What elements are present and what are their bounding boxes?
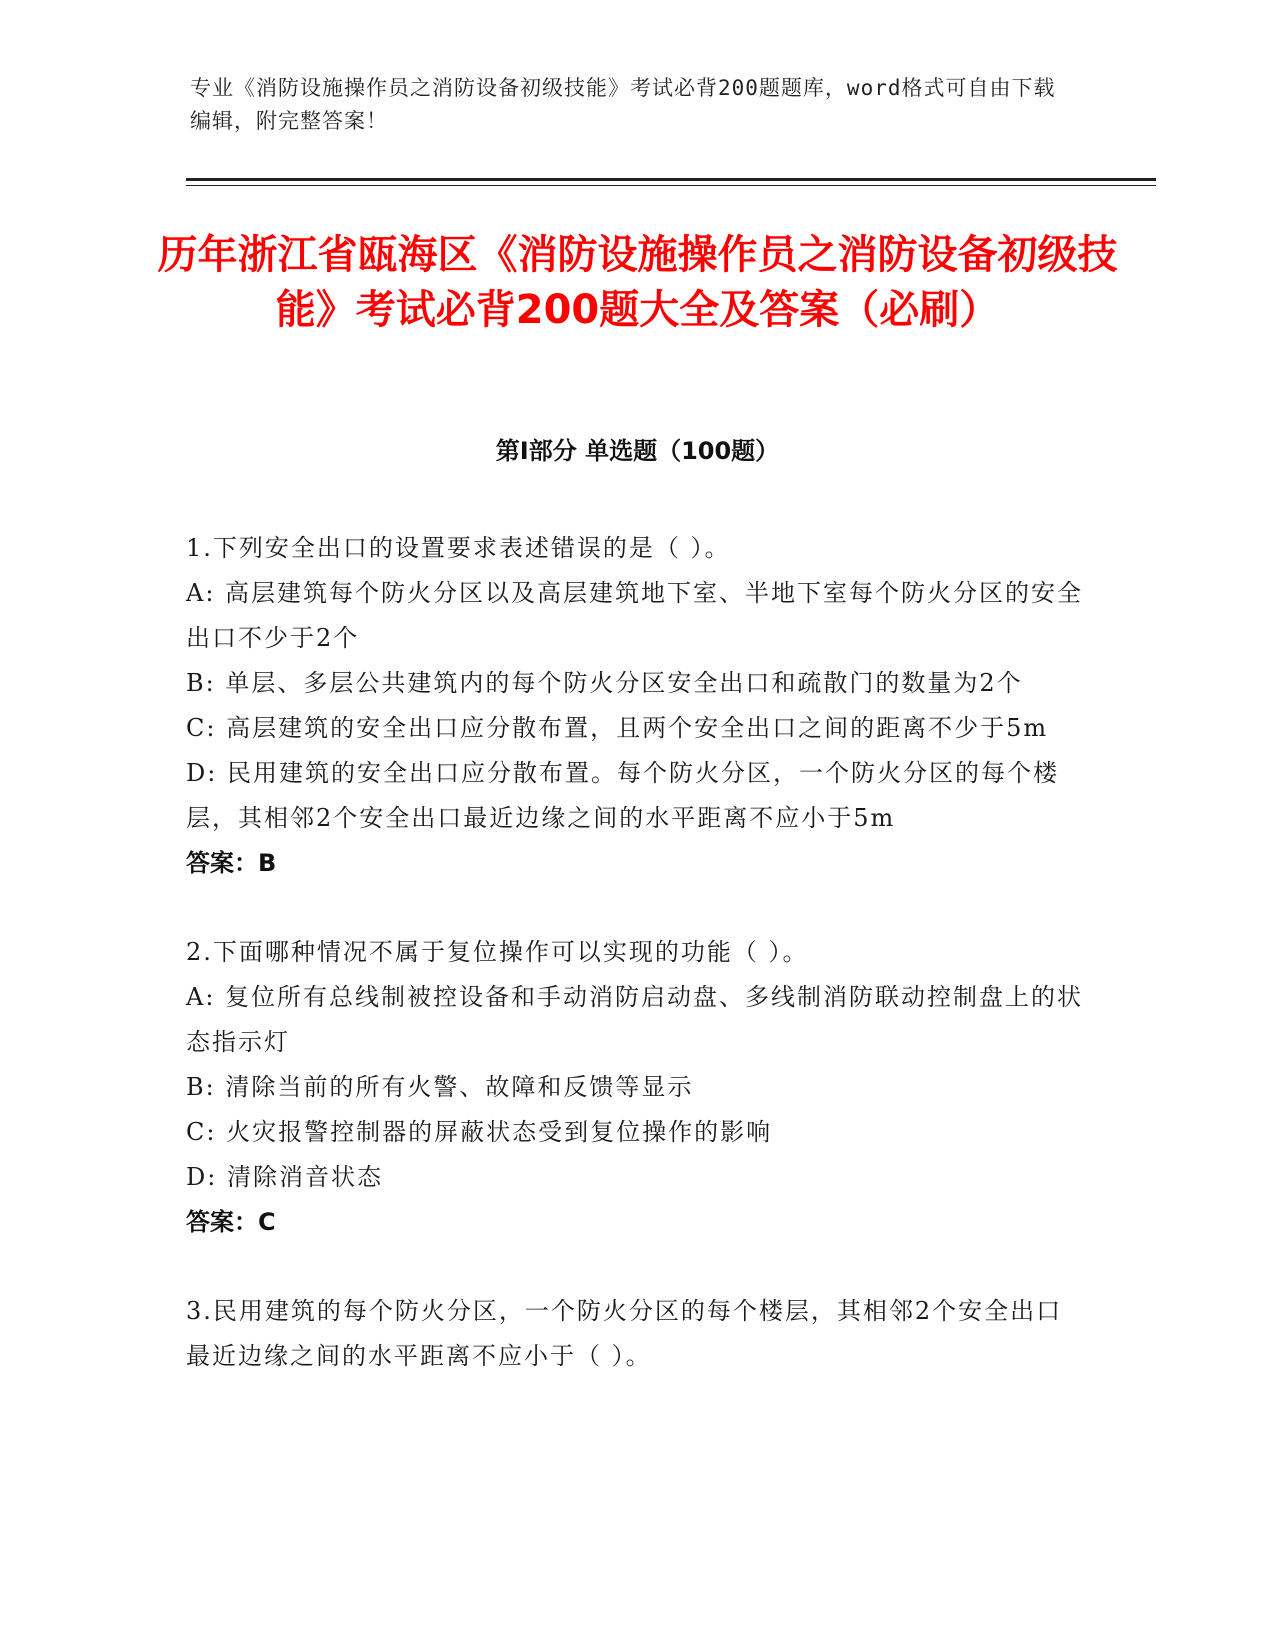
question-stem: 3.民用建筑的每个防火分区，一个防火分区的每个楼层，其相邻2个安全出口最近边缘之间的水平距离不应小于（ ）。 bbox=[186, 1297, 1063, 1370]
header-divider-thick bbox=[186, 178, 1156, 181]
header-divider-thin bbox=[186, 185, 1156, 186]
intro-text: 专业《消防设施操作员之消防设备初级技能》考试必背200题题库，word格式可自由下载编辑，附完整答案！ bbox=[190, 76, 1056, 133]
option-a: A: 复位所有总线制被控设备和手动消防启动盘、多线制消防联动控制盘上的状态指示灯 bbox=[186, 983, 1084, 1056]
section-title: 第Ⅰ部分 单选题（100题） bbox=[495, 437, 780, 465]
option-d: D: 民用建筑的安全出口应分散布置。每个防火分区，一个防火分区的每个楼层，其相邻2个安全出口最近边缘之间的水平距离不应小于5m bbox=[186, 759, 1059, 832]
question-item bbox=[186, 1289, 1086, 1379]
option-c: C: 高层建筑的安全出口应分散布置，且两个安全出口之间的距离不少于5m bbox=[186, 714, 1049, 742]
option-b: B: 单层、多层公共建筑内的每个防火分区安全出口和疏散门的数量为2个 bbox=[186, 669, 1023, 697]
option-d: D: 清除消音状态 bbox=[186, 1163, 383, 1191]
option-c: C: 火灾报警控制器的屏蔽状态受到复位操作的影响 bbox=[186, 1118, 773, 1146]
question-item bbox=[186, 526, 1086, 886]
question-stem: 1.下列安全出口的设置要求表述错误的是（ ）。 bbox=[186, 534, 731, 562]
question-list bbox=[186, 526, 1086, 1423]
option-a: A: 高层建筑每个防火分区以及高层建筑地下室、半地下室每个防火分区的安全出口不少于2个 bbox=[186, 579, 1084, 652]
question-item bbox=[186, 930, 1086, 1245]
question-stem: 2.下面哪种情况不属于复位操作可以实现的功能（ ）。 bbox=[186, 938, 809, 966]
answer-line: 答案：B bbox=[186, 849, 277, 877]
answer-line: 答案：C bbox=[186, 1208, 276, 1236]
document-title: 历年浙江省瓯海区《消防设施操作员之消防设备初级技能》考试必背200题大全及答案（必刷） bbox=[157, 232, 1118, 333]
option-b: B: 清除当前的所有火警、故障和反馈等显示 bbox=[186, 1073, 694, 1101]
